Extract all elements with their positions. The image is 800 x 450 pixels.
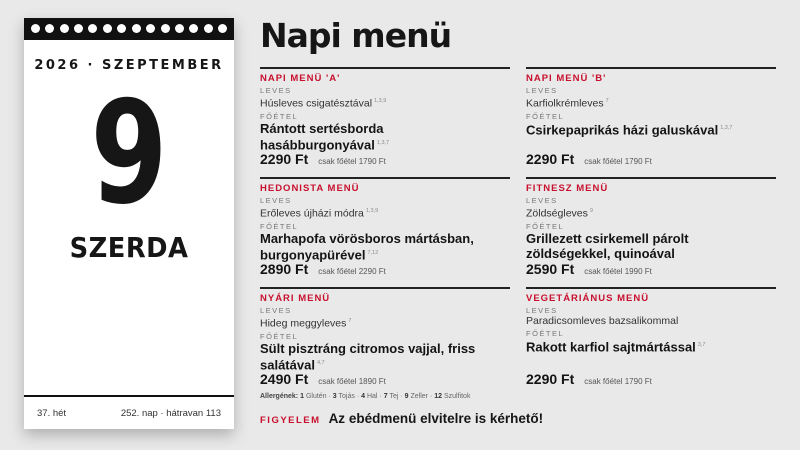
takeaway-note (260, 411, 543, 426)
main-only-price: csak főétel 1790 Ft (584, 377, 652, 386)
main-dish (260, 341, 510, 372)
main-dish-name: Csirkepaprikás házi galuskával (526, 121, 719, 137)
menu-card (260, 67, 510, 177)
main-allergen-codes: 7,12 (367, 249, 379, 256)
main-category-label: FŐÉTEL (526, 221, 565, 231)
price-row (260, 261, 386, 277)
menu-price: 2890 Ft (260, 261, 309, 277)
menu-name: NYÁRI MENÜ (260, 293, 331, 304)
main-category-label: FŐÉTEL (526, 111, 565, 121)
soup-dish (526, 205, 776, 220)
soup-name: Erőleves újházi módra (260, 207, 364, 220)
soup-dish (260, 95, 510, 110)
price-row (526, 151, 652, 167)
allergen-code: 1 (300, 393, 304, 400)
menu-price: 2590 Ft (526, 261, 575, 277)
main-only-price: csak főétel 2290 Ft (318, 267, 386, 276)
menu-price: 2290 Ft (526, 371, 575, 387)
binding-hole (31, 24, 40, 33)
soup-dish (260, 315, 510, 330)
binding-hole (218, 24, 227, 33)
allergen-separator: · (398, 393, 405, 400)
menu-card (526, 177, 776, 287)
main-only-price: csak főétel 1790 Ft (584, 157, 652, 166)
main-category-label: FŐÉTEL (526, 329, 565, 338)
allergen-code: 12 (434, 393, 443, 400)
binding-hole (161, 24, 170, 33)
note-text: Az ebédmenü elvitelre is kérhető! (328, 411, 544, 426)
allergen-name: Tej (389, 393, 399, 400)
page-title: Napi menü (260, 16, 452, 55)
binding-hole (204, 24, 213, 33)
binding-hole (117, 24, 126, 33)
menu-grid (260, 67, 776, 397)
menu-price: 2290 Ft (526, 151, 575, 167)
price-row (260, 371, 386, 387)
menu-name: FITNESZ MENÜ (526, 183, 609, 194)
binding-hole (175, 24, 184, 33)
allergen-name: Tojás (338, 393, 355, 400)
soup-name: Paradicsomleves bazsalikommal (526, 315, 679, 327)
main-only-price: csak főétel 1790 Ft (318, 157, 386, 166)
main-allergen-codes: 1,3,7 (720, 124, 733, 131)
allergen-code: 9 (404, 393, 409, 400)
calendar-day-number: 9 (90, 71, 168, 236)
binding-hole (60, 24, 69, 33)
menu-card (260, 287, 510, 397)
allergen-separator: · (428, 393, 435, 400)
soup-dish (526, 315, 776, 327)
soup-name: Zöldségleves (526, 207, 588, 220)
allergen-separator: · (354, 393, 362, 400)
main-dish-name: Rántott sertésborda hasábburgonyával (260, 120, 384, 152)
binding-hole (132, 24, 141, 33)
tear-off-calendar (24, 18, 234, 429)
binding-holes (24, 24, 234, 34)
main-allergen-codes: 4,7 (316, 359, 325, 366)
main-dish-name: Marhapofa vörösboros mártásban, burgonyapürével (260, 230, 474, 262)
calendar-day-info: 252. nap · hátravan 113 (120, 407, 221, 419)
soup-allergen-codes: 7 (348, 318, 352, 324)
allergen-separator: · (326, 393, 333, 400)
menu-name: HEDONISTA MENÜ (260, 183, 360, 194)
calendar-footer (24, 395, 234, 429)
soup-allergen-codes: 9 (589, 208, 593, 214)
soup-category-label: LEVES (526, 86, 558, 95)
allergen-code: 7 (383, 393, 388, 400)
allergen-name: Szulfitok (444, 393, 471, 400)
binding-hole (74, 24, 83, 33)
soup-category-label: LEVES (526, 196, 558, 205)
main-only-price: csak főétel 1890 Ft (318, 377, 386, 386)
menu-card (260, 177, 510, 287)
binding-hole (146, 24, 155, 33)
soup-name: Húsleves csigatésztával (260, 97, 373, 110)
allergen-name: Glutén (305, 393, 327, 400)
menu-card (526, 287, 776, 397)
main-dish-name: Grillezett csirkemell párolt zöldségekkel, quinoával (526, 230, 689, 261)
main-allergen-codes: 1,3,7 (376, 139, 390, 146)
soup-dish (526, 95, 776, 110)
main-only-price: csak főétel 1990 Ft (584, 267, 652, 276)
menu-price: 2490 Ft (260, 371, 309, 387)
main-category-label: FŐÉTEL (260, 221, 299, 231)
calendar-weekday: SZERDA (69, 231, 189, 264)
allergen-separator: · (377, 393, 384, 400)
price-row (526, 371, 652, 387)
allergen-name: Zeller (410, 393, 429, 400)
note-label: FIGYELEM (260, 415, 321, 426)
main-dish (260, 121, 510, 152)
allergen-name: Hal (366, 393, 378, 400)
soup-allergen-codes: 7 (605, 98, 609, 104)
main-dish (526, 121, 776, 137)
soup-dish (260, 205, 510, 220)
main-category-label: FŐÉTEL (260, 111, 299, 121)
menu-price: 2290 Ft (260, 151, 309, 167)
calendar-binding-strip (24, 18, 234, 40)
binding-hole (88, 24, 97, 33)
binding-hole (103, 24, 112, 33)
main-dish (526, 231, 776, 261)
soup-name: Hideg meggyleves (260, 317, 347, 330)
soup-category-label: LEVES (260, 306, 292, 315)
soup-category-label: LEVES (526, 306, 558, 315)
main-dish (526, 338, 776, 354)
soup-category-label: LEVES (260, 196, 292, 205)
menu-name: VEGETÁRIÁNUS MENÜ (526, 293, 650, 304)
menu-name: NAPI MENÜ 'A' (260, 73, 341, 84)
calendar-week: 37. hét (37, 407, 67, 419)
price-row (526, 261, 652, 277)
calendar-month: 2026 · SZEPTEMBER (34, 58, 224, 73)
soup-allergen-codes: 1,3,9 (365, 208, 379, 214)
allergen-legend (260, 393, 470, 400)
main-allergen-codes: 3,7 (697, 342, 706, 348)
allergen-legend-title: Allergének: (260, 393, 299, 400)
binding-hole (45, 24, 54, 33)
price-row (260, 151, 386, 167)
soup-category-label: LEVES (260, 86, 292, 95)
allergen-code: 3 (332, 393, 337, 400)
binding-hole (189, 24, 198, 33)
main-dish-name: Rakott karfiol sajtmártással (526, 339, 696, 355)
menu-card (526, 67, 776, 177)
soup-allergen-codes: 1,3,9 (374, 98, 387, 104)
soup-name: Karfiolkrémleves (526, 97, 604, 110)
menu-name: NAPI MENÜ 'B' (526, 73, 607, 84)
main-dish-name: Sült pisztráng citromos vajjal, friss salátával (260, 340, 476, 372)
main-category-label: FŐÉTEL (260, 331, 299, 341)
main-dish (260, 231, 510, 262)
allergen-code: 4 (361, 393, 366, 400)
